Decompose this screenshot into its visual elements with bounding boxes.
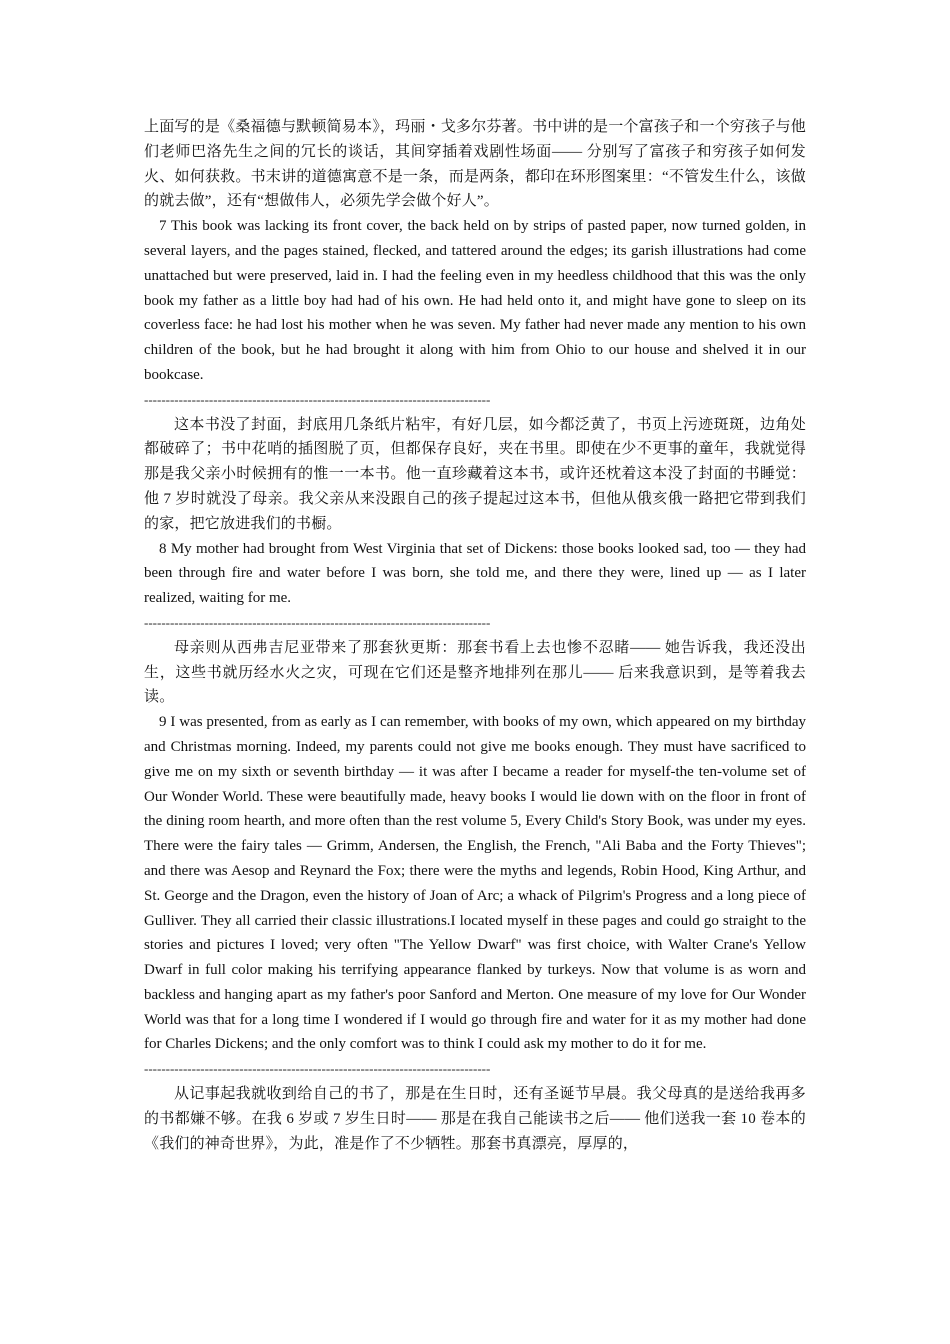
separator-line: -------------------------------------------------------------------------------- [144, 1061, 491, 1077]
paragraph-en-9: 9 I was presented, from as early as I can remember, with books of my own, which appeared on my birthday and Christmas morning. Indeed, my parents could not give me books enough. They must have sacrificed to give me on my sixth or seventh birthday — it was after I became a reader for myself-the ten-volume set of Our Wonder World. These were beautifully made, heavy books I would lie down with on the floor in front of the dining room hearth, and more often than the rest volume 5, Every Child's Story Book, was under my eyes. There were the fairy tales — Grimm, Andersen, the English, the French, "Ali Baba and the Forty Thieves"; and there was Aesop and Reynard the Fox; there were the myths and legends, Robin Hood, King Arthur, and St. George and the Dragon, even the history of Joan of Arc; a whack of Pilgrim's Progress and a long piece of Gulliver. They all carried their classic illustrations.I located myself in these pages and could go straight to the stories and pictures I loved; very often "The Yellow Dwarf" was first choice, with Walter Crane's Yellow Dwarf in full color making his terrifying appearance flanked by turkeys. Now that volume is as worn and backless and hanging apart as my father's poor Sanford and Merton. One measure of my love for Our Wonder World was that for a long time I wondered if I would go through fire and water for it as my mother had done for Charles Dickens; and the only comfort was to think I could ask my mother to do it for me. [144, 714, 806, 1053]
separator-line: -------------------------------------------------------------------------------- [144, 614, 491, 630]
paragraph-zh-8: 母亲则从西弗吉尼亚带来了那套狄更斯：那套书看上去也惨不忍睹—— 她告诉我，我还没出生，这些书就历经水火之灾，可现在它们还是整齐地排列在那儿—— 后来我意识到，是等着我去读。 [144, 639, 806, 706]
paragraph-zh-1: 上面写的是《桑福德与默顿简易本》，玛丽・戈多尔芬著。书中讲的是一个富孩子和一个穷孩子与他们老师巴洛先生之间的冗长的谈话，其间穿插着戏剧性场面—— 分别写了富孩子和穷孩子如何发火、如何获救。书末讲的道德寓意不是一条，而是两条，都印在环形图案里：“不管发生什么，该做的就去做”，还有“想做伟人，必须先学会做个好人”。 [144, 119, 806, 210]
paragraph-en-8: 8 My mother had brought from West Virginia that set of Dickens: those books looked sad, too — they had been through fire and water before I was born, she told me, and there they were, lined up — as I later realized, waiting for me. [144, 540, 806, 607]
paragraph-zh-9: 从记事起我就收到给自己的书了，那是在生日时，还有圣诞节早晨。我父母真的是送给我再多的书都嫌不够。在我 6 岁或 7 岁生日时—— 那是在我自己能读书之后—— 他们送我一套 10 卷本的《我们的神奇世界》，为此，准是作了不少牺牲。那套书真漂亮，厚厚的， [144, 1086, 806, 1152]
separator-line: -------------------------------------------------------------------------------- [144, 391, 491, 407]
paragraph-en-7: 7 This book was lacking its front cover, the back held on by strips of pasted paper, now turned golden, in several layers, and the pages stained, flecked, and tattered around the edges; its garish illustrations had come unattached but were preserved, laid in. I had the feeling even in my heedless childhood that this was the only book my father as a little boy had had of his own. He had held onto it, and might have gone to sleep on its coverless face: he had lost his mother when he was seven. My father had never made any mention to his own children of the book, but he had brought it along with him from Ohio to our house and shelved it in our bookcase. [144, 218, 806, 383]
paragraph-zh-7: 这本书没了封面，封底用几条纸片粘牢，有好几层，如今都泛黄了，书页上污迹斑斑，边角处都破碎了；书中花哨的插图脱了页，但都保存良好，夹在书里。即使在少不更事的童年，我就觉得那是我父亲小时候拥有的惟一一本书。他一直珍藏着这本书，或许还枕着这本没了封面的书睡觉：他 7 岁时就没了母亲。我父亲从来没跟自己的孩子提起过这本书，但他从俄亥俄一路把它带到我们的家，把它放进我们的书橱。 [144, 416, 806, 532]
